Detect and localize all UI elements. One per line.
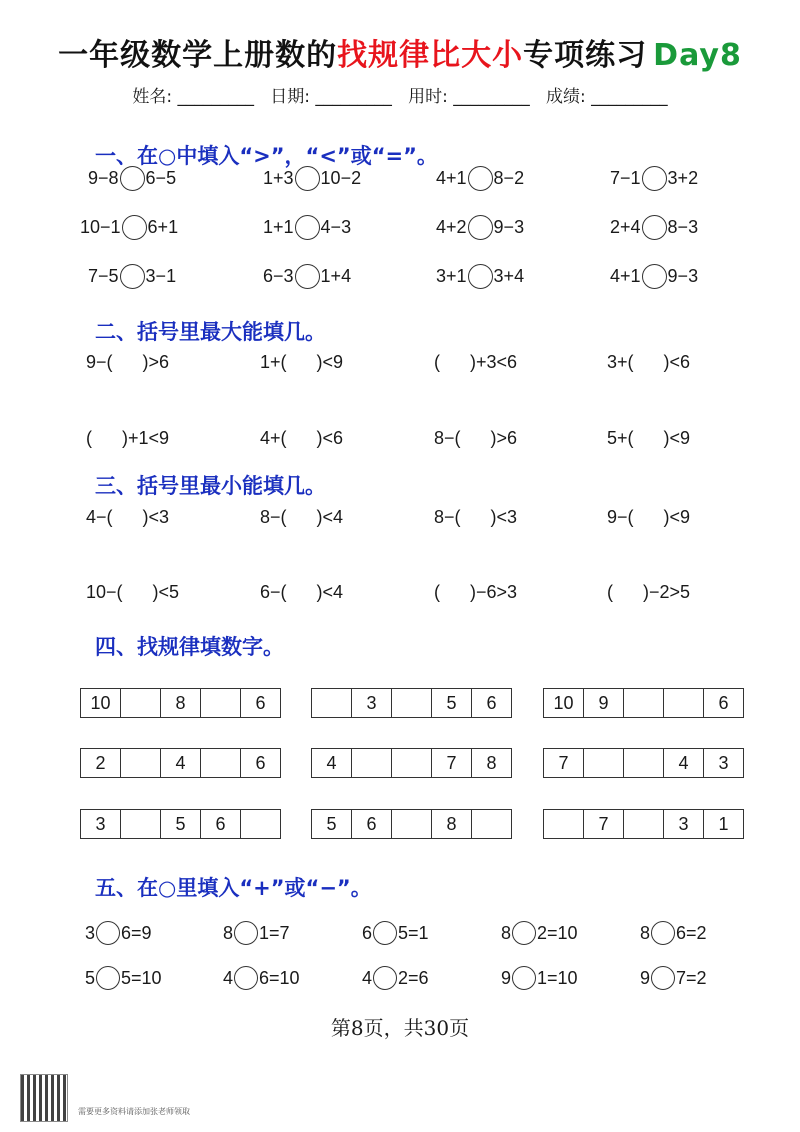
operand-left: 4 <box>223 967 234 988</box>
blank-cell[interactable] <box>241 809 281 839</box>
answer-circle[interactable] <box>642 264 667 289</box>
operator-circle[interactable] <box>234 966 258 990</box>
operator-problem <box>85 918 152 948</box>
qr-code-icon <box>20 1074 68 1122</box>
compare-problem <box>436 261 524 291</box>
blank-cell[interactable] <box>584 748 624 778</box>
expression-left: 4+1 <box>610 265 641 286</box>
max-fill-problem[interactable]: 5+( )<9 <box>607 427 691 448</box>
operator-problem <box>362 918 429 948</box>
blank-cell[interactable] <box>352 748 392 778</box>
operator-problem <box>362 963 429 993</box>
answer-circle[interactable] <box>642 215 667 240</box>
number-cell: 4 <box>161 748 201 778</box>
expression-left: 7−5 <box>88 265 119 286</box>
expression-right: 1+4 <box>320 265 352 286</box>
compare-problem <box>88 163 176 193</box>
operand-right: 1=7 <box>259 922 290 943</box>
max-fill-problem[interactable]: ( )+3<6 <box>434 351 518 372</box>
operand-left: 5 <box>85 967 96 988</box>
min-fill-problem[interactable]: 8−( )<3 <box>434 506 518 527</box>
operator-circle[interactable] <box>373 921 397 945</box>
number-cell: 3 <box>704 748 744 778</box>
max-fill-problem[interactable]: 3+( )<6 <box>607 351 691 372</box>
min-fill-problem[interactable]: 4−( )<3 <box>86 506 170 527</box>
number-sequence <box>80 688 281 718</box>
operand-left: 8 <box>501 922 512 943</box>
number-cell: 4 <box>312 748 352 778</box>
number-cell: 7 <box>432 748 472 778</box>
number-cell: 6 <box>352 809 392 839</box>
time-field[interactable]: 用时: _________ <box>408 87 530 107</box>
expression-right: 8−2 <box>493 167 525 188</box>
number-cell: 6 <box>241 688 281 718</box>
expression-right: 6−5 <box>145 167 177 188</box>
number-cell: 1 <box>704 809 744 839</box>
answer-circle[interactable] <box>295 166 320 191</box>
blank-cell[interactable] <box>664 688 704 718</box>
blank-cell[interactable] <box>392 688 432 718</box>
operator-circle[interactable] <box>651 921 675 945</box>
operand-left: 9 <box>640 967 651 988</box>
number-sequence <box>311 809 512 839</box>
operand-right: 6=10 <box>259 967 300 988</box>
number-cell: 7 <box>584 809 624 839</box>
number-cell: 3 <box>352 688 392 718</box>
number-cell: 9 <box>584 688 624 718</box>
section-5-heading: 五、在○里填入“+”或“−”。 <box>95 876 372 900</box>
number-cell: 2 <box>81 748 121 778</box>
expression-left: 6−3 <box>263 265 294 286</box>
operand-right: 6=2 <box>676 922 707 943</box>
number-cell: 6 <box>472 688 512 718</box>
operator-problem <box>640 918 707 948</box>
operand-left: 6 <box>362 922 373 943</box>
expression-left: 1+3 <box>263 167 294 188</box>
operator-problem <box>223 918 290 948</box>
compare-problem <box>610 212 698 242</box>
operand-right: 2=6 <box>398 967 429 988</box>
max-fill-problem[interactable]: ( )+1<9 <box>86 427 170 448</box>
blank-cell[interactable] <box>312 688 352 718</box>
title-day-label: Day8 <box>653 38 742 73</box>
expression-left: 7−1 <box>610 167 641 188</box>
operand-right: 7=2 <box>676 967 707 988</box>
expression-left: 4+1 <box>436 167 467 188</box>
number-cell: 10 <box>81 688 121 718</box>
number-cell: 6 <box>704 688 744 718</box>
number-cell: 3 <box>664 809 704 839</box>
number-cell: 5 <box>432 688 472 718</box>
number-cell: 3 <box>81 809 121 839</box>
answer-circle[interactable] <box>468 215 493 240</box>
number-cell: 6 <box>201 809 241 839</box>
worksheet-title <box>0 30 800 74</box>
score-field[interactable]: 成绩: _________ <box>545 87 668 107</box>
blank-cell[interactable] <box>392 748 432 778</box>
operand-left: 8 <box>223 922 234 943</box>
operator-circle[interactable] <box>651 966 675 990</box>
operand-right: 1=10 <box>537 967 578 988</box>
answer-circle[interactable] <box>295 264 320 289</box>
title-part-3: 专项练习 <box>523 38 648 73</box>
date-field[interactable]: 日期: _________ <box>270 87 392 107</box>
answer-circle[interactable] <box>120 264 145 289</box>
max-fill-problem[interactable]: 8−( )>6 <box>434 427 518 448</box>
expression-right: 4−3 <box>320 216 352 237</box>
operand-left: 9 <box>501 967 512 988</box>
number-sequence <box>543 748 744 778</box>
min-fill-problem[interactable]: 6−( )<4 <box>260 581 344 602</box>
answer-circle[interactable] <box>468 166 493 191</box>
expression-right: 8−3 <box>667 216 699 237</box>
operator-circle[interactable] <box>512 921 536 945</box>
compare-problem <box>88 261 176 291</box>
expression-right: 6+1 <box>147 216 179 237</box>
number-sequence <box>311 748 512 778</box>
compare-problem <box>263 261 351 291</box>
min-fill-problem[interactable]: 8−( )<4 <box>260 506 344 527</box>
number-sequence <box>543 809 744 839</box>
blank-cell[interactable] <box>201 688 241 718</box>
section-3-heading: 三、括号里最小能填几。 <box>95 474 326 498</box>
expression-left: 4+2 <box>436 216 467 237</box>
compare-problem <box>610 163 698 193</box>
number-cell: 4 <box>664 748 704 778</box>
operator-circle[interactable] <box>234 921 258 945</box>
answer-circle[interactable] <box>120 166 145 191</box>
compare-problem <box>80 212 178 242</box>
number-cell: 5 <box>312 809 352 839</box>
min-fill-problem[interactable]: 9−( )<9 <box>607 506 691 527</box>
operand-right: 6=9 <box>121 922 152 943</box>
operator-problem <box>223 963 300 993</box>
operand-right: 2=10 <box>537 922 578 943</box>
number-cell: 5 <box>161 809 201 839</box>
expression-left: 9−8 <box>88 167 119 188</box>
blank-cell[interactable] <box>121 809 161 839</box>
number-cell: 6 <box>241 748 281 778</box>
blank-cell[interactable] <box>544 809 584 839</box>
name-field[interactable]: 姓名: _________ <box>132 87 255 107</box>
blank-cell[interactable] <box>392 809 432 839</box>
min-fill-problem[interactable]: ( )−2>5 <box>607 581 691 602</box>
operand-right: 5=10 <box>121 967 162 988</box>
expression-right: 3+4 <box>493 265 525 286</box>
number-cell: 8 <box>161 688 201 718</box>
min-fill-problem[interactable]: 10−( )<5 <box>86 581 180 602</box>
max-fill-problem[interactable]: 1+( )<9 <box>260 351 344 372</box>
operator-circle[interactable] <box>373 966 397 990</box>
compare-problem <box>263 212 351 242</box>
student-info-line <box>0 82 800 107</box>
expression-right: 9−3 <box>493 216 525 237</box>
answer-circle[interactable] <box>295 215 320 240</box>
operand-left: 8 <box>640 922 651 943</box>
blank-cell[interactable] <box>624 809 664 839</box>
number-cell: 8 <box>432 809 472 839</box>
number-cell: 8 <box>472 748 512 778</box>
title-part-1: 一年级数学上册数的 <box>58 38 338 73</box>
operator-circle[interactable] <box>96 921 120 945</box>
operator-circle[interactable] <box>512 966 536 990</box>
max-fill-problem[interactable]: 9−( )>6 <box>86 351 170 372</box>
answer-circle[interactable] <box>642 166 667 191</box>
min-fill-problem[interactable]: ( )−6>3 <box>434 581 518 602</box>
operator-problem <box>640 963 707 993</box>
compare-problem <box>610 261 698 291</box>
section-4-heading: 四、找规律填数字。 <box>95 635 284 659</box>
compare-problem <box>436 212 524 242</box>
blank-cell[interactable] <box>201 748 241 778</box>
number-sequence <box>80 748 281 778</box>
operator-problem <box>501 918 578 948</box>
section-1-heading: 一、在○中填入“>”，“<”或“=”。 <box>95 144 438 168</box>
number-sequence <box>311 688 512 718</box>
expression-left: 10−1 <box>80 216 121 237</box>
number-cell: 7 <box>544 748 584 778</box>
answer-circle[interactable] <box>122 215 147 240</box>
footer-note: 需要更多资料请添加张老师领取 <box>78 1107 190 1116</box>
expression-right: 3−1 <box>145 265 177 286</box>
expression-left: 1+1 <box>263 216 294 237</box>
number-cell: 10 <box>544 688 584 718</box>
expression-right: 3+2 <box>667 167 699 188</box>
blank-cell[interactable] <box>121 688 161 718</box>
operator-problem <box>501 963 578 993</box>
section-2-heading: 二、括号里最大能填几。 <box>95 320 326 344</box>
operand-left: 4 <box>362 967 373 988</box>
expression-right: 9−3 <box>667 265 699 286</box>
number-sequence <box>80 809 281 839</box>
page-number: 第8页，共30页 <box>330 1016 470 1040</box>
number-sequence <box>543 688 744 718</box>
operator-circle[interactable] <box>96 966 120 990</box>
blank-cell[interactable] <box>121 748 161 778</box>
expression-right: 10−2 <box>320 167 362 188</box>
title-part-highlight: 找规律比大小 <box>337 38 524 73</box>
blank-cell[interactable] <box>472 809 512 839</box>
answer-circle[interactable] <box>468 264 493 289</box>
blank-cell[interactable] <box>624 688 664 718</box>
expression-left: 2+4 <box>610 216 641 237</box>
operand-left: 3 <box>85 922 96 943</box>
blank-cell[interactable] <box>624 748 664 778</box>
max-fill-problem[interactable]: 4+( )<6 <box>260 427 344 448</box>
operand-right: 5=1 <box>398 922 429 943</box>
compare-problem <box>263 163 361 193</box>
compare-problem <box>436 163 524 193</box>
operator-problem <box>85 963 162 993</box>
expression-left: 3+1 <box>436 265 467 286</box>
